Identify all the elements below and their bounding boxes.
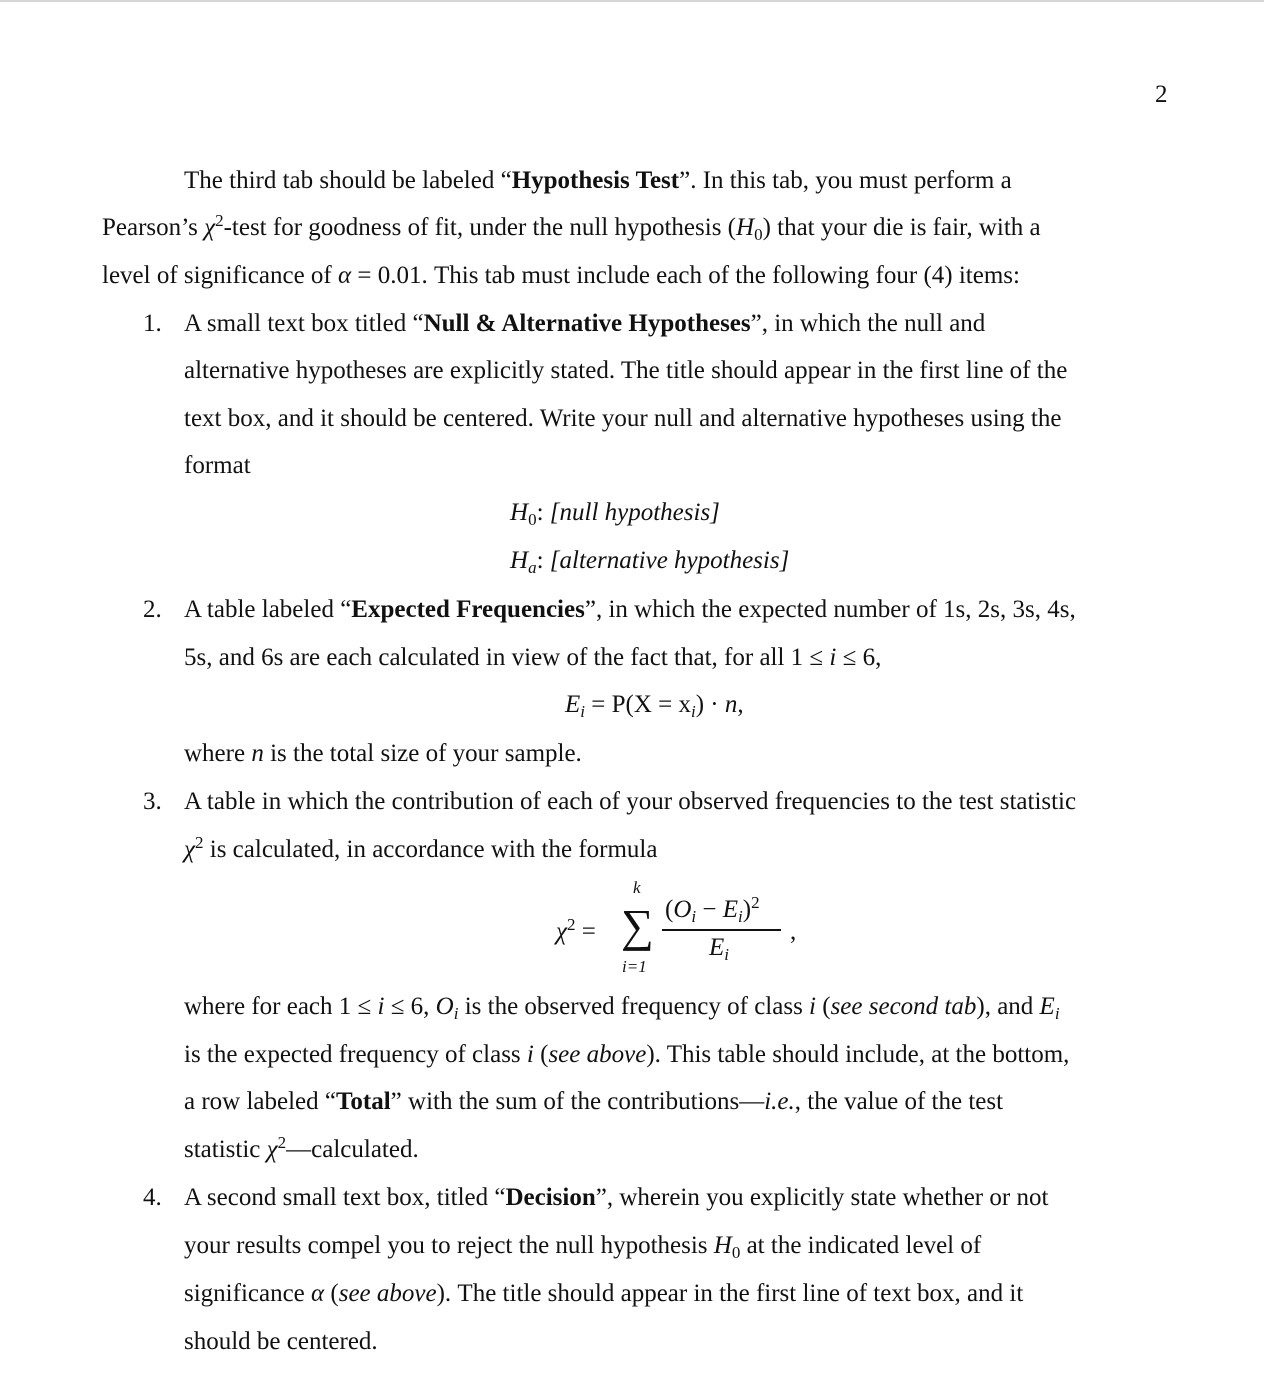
expected-frequencies-title: Expected Frequencies (351, 596, 585, 623)
alpha-symbol: α (338, 262, 352, 289)
subscript: i (724, 945, 730, 964)
item-4-line-4: should be centered. (184, 1328, 378, 1355)
i-symbol: i (809, 993, 816, 1020)
h-symbol: H (713, 1232, 732, 1259)
text: a row labeled “ (184, 1088, 337, 1115)
subscript: 0 (731, 1243, 741, 1262)
item-3-after-line-1 (184, 992, 1060, 1022)
item-4-line-2 (184, 1231, 981, 1261)
equation-text: ) · (695, 691, 725, 718)
subscript: i (738, 907, 743, 926)
ha-format-line (510, 546, 789, 576)
text: ) that your die is fair, with a (762, 214, 1041, 241)
h0-format-line (510, 498, 720, 528)
o-symbol: O (435, 993, 454, 1020)
null-hypothesis-placeholder: [null hypothesis] (549, 499, 720, 526)
chi-symbol: χ (184, 836, 195, 863)
intro-line-2 (102, 213, 1041, 243)
text: ”, in which the null and (750, 310, 986, 337)
equals-sign: = (575, 918, 596, 945)
list-number-3: 3. (143, 788, 162, 815)
n-symbol: n (724, 691, 738, 718)
text: ( (533, 1041, 549, 1068)
sum-upper-limit: k (633, 878, 641, 897)
intro-line-3 (102, 261, 1020, 291)
minus: − (696, 896, 723, 923)
subscript: 0 (754, 225, 763, 244)
e-symbol: E (709, 934, 725, 961)
text: is calculated, in accordance with the formula (203, 836, 658, 863)
alpha-symbol: α (311, 1280, 325, 1307)
text: ≤ 6, (836, 644, 882, 671)
fraction-bar (662, 929, 781, 931)
text: -test for goodness of fit, under the null hypothesis ( (223, 214, 736, 241)
formula-numerator (665, 895, 760, 925)
text: significance (184, 1280, 312, 1307)
text: Pearson’s (102, 214, 205, 241)
text: ≤ 6, (384, 993, 436, 1020)
e-symbol: E (1039, 993, 1055, 1020)
item-3-line-2 (184, 835, 657, 865)
list-number-4: 4. (143, 1184, 162, 1211)
item-2-line-3 (184, 739, 582, 769)
item-3-after-line-4 (184, 1135, 419, 1165)
item-1-line-3: text box, and it should be centered. Write your null and alternative hypotheses using the (184, 405, 1062, 432)
text: —calculated. (286, 1136, 419, 1163)
item-2-line-1 (184, 595, 1076, 625)
paren: ) (742, 896, 752, 923)
text: at the indicated level of (740, 1232, 982, 1259)
text: ”, in which the expected number of 1s, 2s, 3s, 4s, (584, 596, 1076, 623)
subscript: i (691, 702, 696, 721)
summation-symbol: ∑ (621, 900, 654, 951)
text: ”. In this tab, you must perform a (679, 167, 1012, 194)
n-symbol: n (251, 740, 264, 767)
page-number: 2 (1155, 81, 1168, 108)
h-symbol: H (510, 547, 529, 574)
see-above-text: see above (338, 1280, 437, 1307)
subscript: i (691, 907, 697, 926)
item-1-line-4: format (184, 452, 251, 479)
expected-value-equation (565, 690, 744, 720)
see-second-tab-text: see second tab (830, 993, 977, 1020)
item-3-after-line-2 (184, 1040, 1069, 1070)
o-symbol: O (673, 896, 692, 923)
e-symbol: E (722, 896, 739, 923)
i-symbol: i (377, 993, 385, 1020)
text: ). The title should appear in the first line of text box, and it (436, 1280, 1024, 1307)
null-alt-hypotheses-title: Null & Alternative Hypotheses (423, 310, 751, 337)
text: ( (816, 993, 831, 1020)
item-1-line-2: alternative hypotheses are explicitly stated. The title should appear in the first line of the (184, 357, 1068, 384)
i-symbol: i (526, 1041, 534, 1068)
chi-symbol: χ (556, 918, 567, 945)
chi-symbol: χ (266, 1136, 278, 1163)
text: A small text box titled “ (184, 310, 424, 337)
text: ”, wherein you explicitly state whether or not (595, 1184, 1049, 1211)
text: statistic (184, 1136, 267, 1163)
comma: , (737, 691, 744, 718)
h-symbol: H (736, 214, 755, 241)
text: ” with the sum of the contributions— (390, 1088, 765, 1115)
text: is the observed frequency of class (458, 993, 810, 1020)
text: ( (324, 1280, 339, 1307)
ie-text: i.e. (764, 1088, 795, 1115)
list-number-2: 2. (143, 596, 162, 623)
text: where (184, 740, 252, 767)
decision-title: Decision (505, 1184, 596, 1211)
formula-lhs (556, 917, 596, 947)
text: ), and (976, 993, 1040, 1020)
see-above-text: see above (548, 1041, 647, 1068)
item-4-line-3 (184, 1279, 1023, 1309)
superscript: 2 (277, 1133, 287, 1152)
text: is the total size of your sample. (263, 740, 582, 767)
equation-text: = P(X = x (585, 691, 691, 718)
intro-line-1 (184, 166, 1012, 196)
text: is the expected frequency of class (184, 1041, 527, 1068)
item-4-line-1 (184, 1183, 1048, 1213)
text: A second small text box, titled “ (184, 1184, 506, 1211)
i-symbol: i (829, 644, 837, 671)
formula-comma: , (790, 918, 797, 945)
list-number-1: 1. (143, 310, 162, 337)
h-symbol: H (510, 499, 529, 526)
superscript: 2 (567, 915, 576, 934)
chi-symbol: χ (204, 214, 216, 241)
text: 5s, and 6s are each calculated in view of the fact that, for all 1 ≤ (184, 644, 830, 671)
colon: : (536, 547, 544, 574)
colon: : (536, 499, 544, 526)
subscript: i (1054, 1004, 1060, 1023)
e-symbol: E (565, 691, 581, 718)
text: ). This table should include, at the bottom, (646, 1041, 1070, 1068)
alternative-hypothesis-placeholder: [alternative hypothesis] (549, 547, 790, 574)
text: your results compel you to reject the null hypothesis (184, 1232, 714, 1259)
item-3-line-1: A table in which the contribution of each of your observed frequencies to the test statistic (184, 788, 1077, 815)
sum-lower-limit: i=1 (622, 957, 647, 976)
subscript: i (580, 702, 586, 721)
text: = 0.01. This tab must include each of the following four (4) items: (351, 262, 1020, 289)
subscript: a (528, 558, 537, 577)
superscript: 2 (215, 211, 224, 230)
text: level of significance of (102, 262, 339, 289)
text: where for each 1 ≤ (184, 993, 378, 1020)
subscript: i (453, 1004, 459, 1023)
item-1-line-1 (184, 309, 985, 339)
hypothesis-test-tab-label: Hypothesis Test (511, 167, 680, 194)
paren: ( (665, 896, 674, 923)
superscript: 2 (195, 833, 204, 852)
text: The third tab should be labeled “ (184, 167, 512, 194)
formula-denominator (709, 933, 729, 963)
superscript: 2 (751, 893, 760, 912)
text: A table labeled “ (184, 596, 352, 623)
subscript: 0 (528, 510, 537, 529)
item-2-line-2 (184, 643, 881, 673)
text: , the value of the test (794, 1088, 1004, 1115)
item-3-after-line-3 (184, 1087, 1003, 1117)
total-label: Total (336, 1088, 391, 1115)
